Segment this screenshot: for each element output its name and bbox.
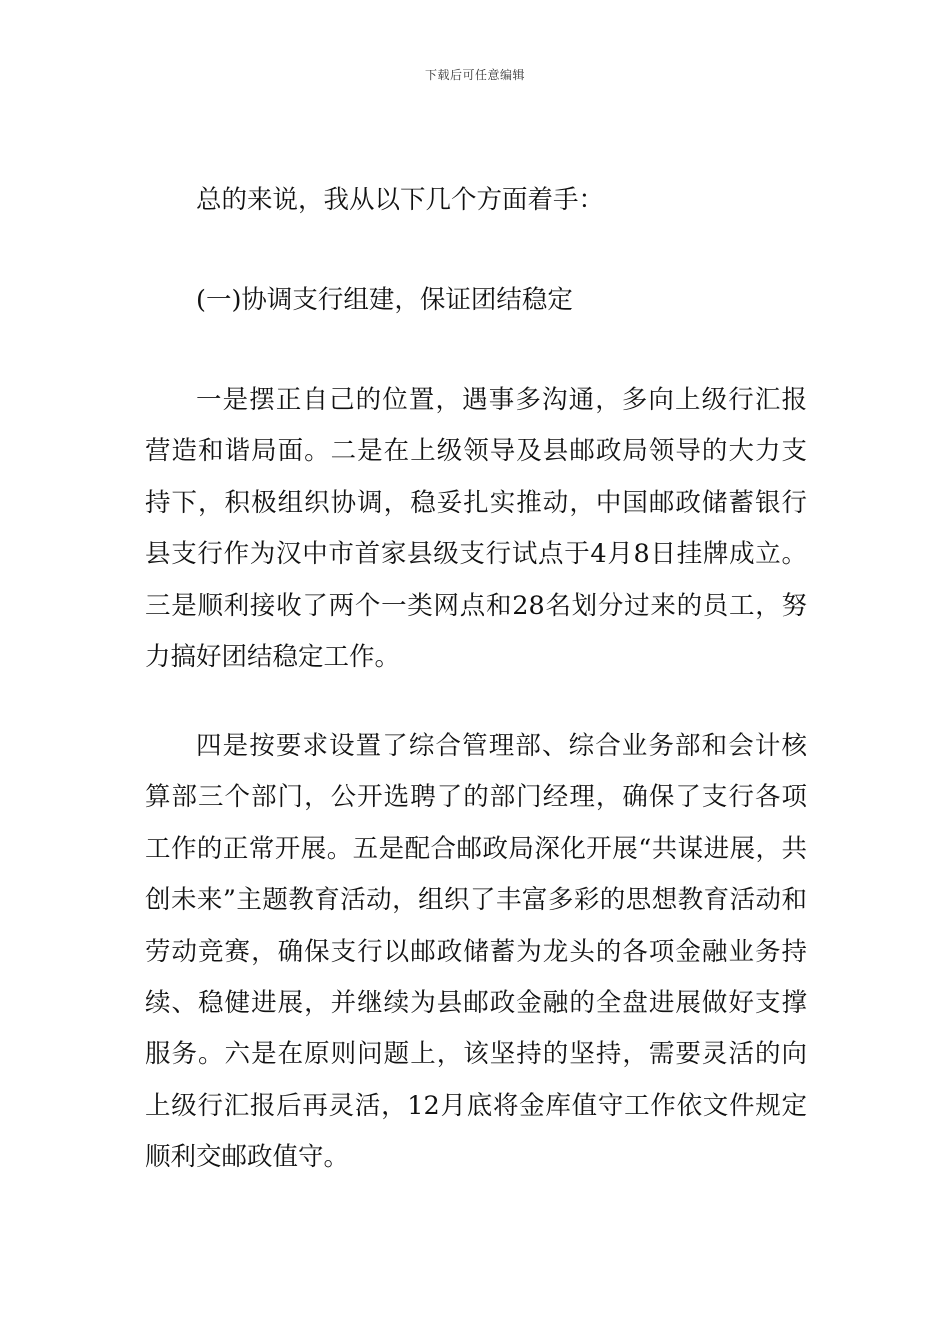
page-header-note: 下载后可任意编辑: [424, 68, 525, 82]
intro-paragraph: 总的来说，我从以下几个方面着手：: [196, 185, 605, 215]
body-paragraph-2: 四是按要求设置了综合管理部、综合业务部和会计核算部三个部门，公开选聘了的部门经理，确保了支行各项工作的正常开展。五是配合邮政局深化开展“共谋进展，共创未来”主题教育活动，组织了丰富多彩的思想教育活动和劳动竞赛，确保支行以邮政储蓄为龙头的各项金融业务持续、稳健进展，并继续为县邮政金融的全盘进展做好支撑服务。六是在原则问题上，该坚持的坚持，需要灵活的向上级行汇报后再灵活，12月底将金库值守工作依文件规定顺利交邮政值守。: [145, 731, 807, 1173]
section-heading: (一)协调支行组建，保证团结稳定: [196, 285, 573, 315]
body-paragraph-1: 一是摆正自己的位置，遇事多沟通，多向上级行汇报营造和谐局面。二是在上级领导及县邮政局领导的大力支持下，积极组织协调，稳妥扎实推动，中国邮政储蓄银行县支行作为汉中市首家县级支行试点于4月8日挂牌成立。三是顺利接收了两个一类网点和28名划分过来的员工，努力搞好团结稳定工作。: [145, 385, 807, 673]
